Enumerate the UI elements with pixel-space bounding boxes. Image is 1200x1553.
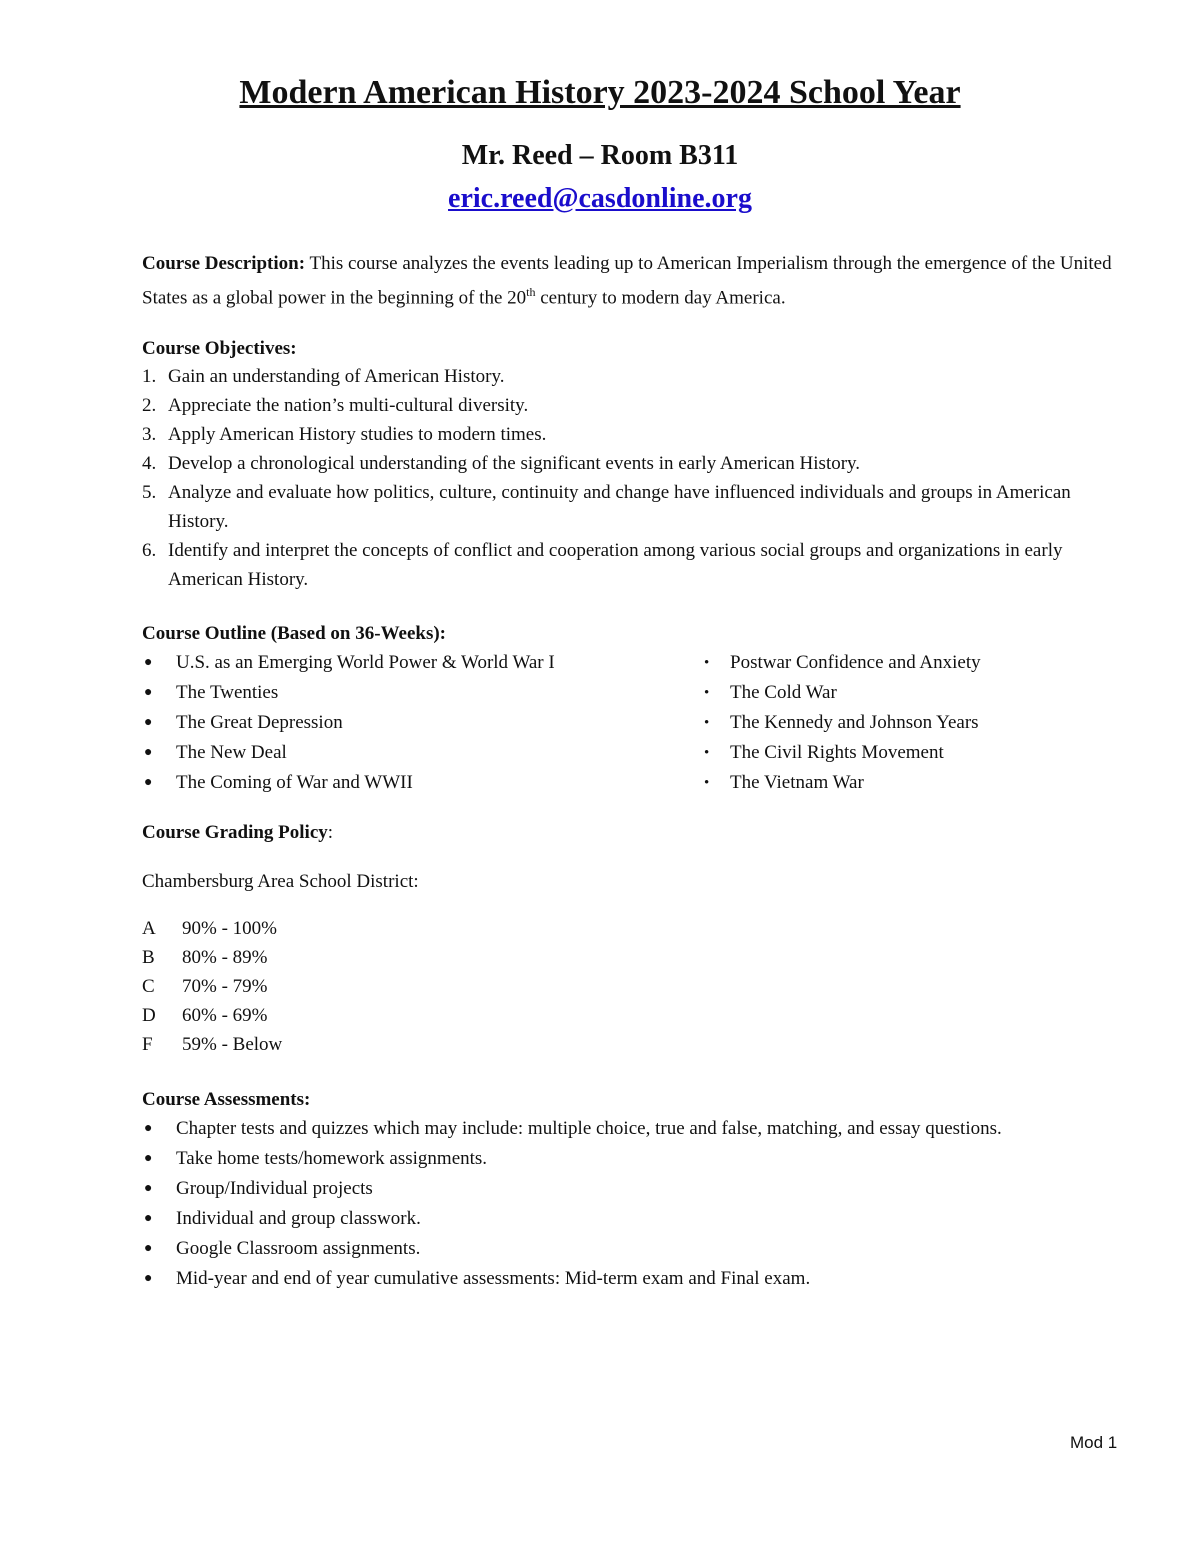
grade-range: 60% - 69% [182, 1005, 268, 1026]
grade-letter: C [142, 976, 155, 997]
bullet-icon: ● [144, 1241, 153, 1256]
bullet-icon: ● [144, 745, 153, 760]
list-item [142, 1204, 1132, 1234]
list-item [142, 1114, 1132, 1144]
list-item [142, 648, 682, 678]
district-label: Chambersburg Area School District: [142, 871, 419, 892]
assessment-text: Google Classroom assignments. [176, 1238, 421, 1259]
grading-heading-label: Course Grading Policy [142, 822, 328, 843]
outline-topic: The Vietnam War [730, 772, 864, 793]
page-footer-label: Mod 1 [1070, 1433, 1118, 1452]
objective-number: 6. [142, 540, 157, 561]
description-label: Course Description: [142, 253, 306, 274]
list-item [142, 738, 682, 768]
list-item [142, 708, 682, 738]
objective-text: Apply American History studies to modern times. [168, 424, 547, 445]
outline-topic: The Twenties [176, 682, 279, 703]
grade-row [142, 1030, 1132, 1059]
assessments-list [142, 1114, 1132, 1294]
email-link[interactable]: eric.reed@casdonline.org [448, 183, 752, 214]
grade-row [142, 1001, 1132, 1030]
bullet-icon: ● [144, 1121, 153, 1136]
list-item [142, 1144, 1132, 1174]
grade-range: 80% - 89% [182, 947, 268, 968]
objective-item [142, 536, 1132, 594]
outline-topic: The Kennedy and Johnson Years [730, 712, 979, 733]
description-text-end: century to modern day America. [535, 287, 786, 309]
grading-heading [142, 818, 1132, 847]
grade-range: 90% - 100% [182, 918, 277, 939]
assessment-text: Mid-year and end of year cumulative assessments: Mid-term exam and Final exam. [176, 1268, 811, 1289]
objective-item [142, 362, 1132, 391]
outline-topic: The Civil Rights Movement [730, 742, 944, 763]
list-item [142, 678, 682, 708]
bullet-icon: • [704, 745, 710, 761]
document-title: Modern American History 2023-2024 School Year [239, 74, 961, 111]
bullet-icon: • [704, 715, 710, 731]
assessment-text: Take home tests/homework assignments. [176, 1148, 488, 1169]
objective-number: 2. [142, 395, 157, 416]
grade-range: 59% - Below [182, 1034, 283, 1055]
outline-topic: The Coming of War and WWII [176, 772, 413, 793]
course-description [142, 249, 1132, 312]
description-text: This course analyzes the events leading up to American Imperialism through the emergence of the United States as a global power in the beginning of the 20 [142, 253, 1112, 309]
outline-right-column [702, 648, 1132, 798]
objective-item [142, 420, 1132, 449]
list-item [702, 648, 1132, 678]
bullet-icon: ● [144, 1271, 153, 1286]
bullet-icon: • [704, 685, 710, 701]
teacher-room: Mr. Reed – Room B311 [461, 140, 739, 171]
outline-left-column [142, 648, 682, 798]
objective-number: 5. [142, 482, 157, 503]
outline-topic: U.S. as an Emerging World Power & World War I [176, 652, 555, 673]
outline-topic: The New Deal [176, 742, 287, 763]
objective-number: 1. [142, 366, 157, 387]
list-item [702, 708, 1132, 738]
assessment-text: Chapter tests and quizzes which may include: multiple choice, true and false, matching, and essay questions. [176, 1118, 1002, 1139]
bullet-icon: • [704, 775, 710, 791]
grade-range: 70% - 79% [182, 976, 268, 997]
list-item [142, 768, 682, 798]
objective-item [142, 391, 1132, 420]
email-line [0, 181, 1200, 217]
objective-text: Gain an understanding of American History. [168, 366, 505, 387]
objective-text: Develop a chronological understanding of the significant events in early American History. [168, 453, 861, 474]
bullet-icon: ● [144, 775, 153, 790]
objective-number: 4. [142, 453, 157, 474]
grade-letter: B [142, 947, 155, 968]
objectives-list [142, 362, 1132, 594]
assessment-text: Group/Individual projects [176, 1178, 373, 1199]
bullet-icon: • [704, 655, 710, 671]
list-item [702, 768, 1132, 798]
bullet-icon: ● [144, 655, 153, 670]
outline-topic: The Great Depression [176, 712, 343, 733]
grade-row [142, 914, 1132, 943]
bullet-icon: ● [144, 1211, 153, 1226]
bullet-icon: ● [144, 1151, 153, 1166]
objective-number: 3. [142, 424, 157, 445]
grading-heading-colon: : [327, 822, 334, 843]
list-item [142, 1174, 1132, 1204]
grading-scale [142, 914, 1132, 1059]
assessments-heading: Course Assessments: [142, 1089, 311, 1110]
objective-text: Appreciate the nation’s multi-cultural diversity. [168, 395, 529, 416]
grade-letter: A [142, 918, 156, 939]
description-superscript: th [526, 285, 536, 299]
grade-letter: D [142, 1005, 156, 1026]
objective-text: Identify and interpret the concepts of conflict and cooperation among various social groups and organizations in early American History. [168, 540, 1063, 590]
outline-heading: Course Outline (Based on 36-Weeks): [142, 623, 446, 644]
grade-letter: F [142, 1034, 153, 1055]
bullet-icon: ● [144, 685, 153, 700]
list-item [142, 1264, 1132, 1294]
outline-topic: The Cold War [730, 682, 837, 703]
list-item [702, 678, 1132, 708]
objective-item [142, 478, 1132, 536]
assessment-text: Individual and group classwork. [176, 1208, 421, 1229]
list-item [702, 738, 1132, 768]
bullet-icon: ● [144, 715, 153, 730]
objective-item [142, 449, 1132, 478]
bullet-icon: ● [144, 1181, 153, 1196]
list-item [142, 1234, 1132, 1264]
grade-row [142, 943, 1132, 972]
objectives-heading: Course Objectives: [142, 338, 297, 359]
grade-row [142, 972, 1132, 1001]
objective-text: Analyze and evaluate how politics, culture, continuity and change have influenced individuals and groups in American History. [168, 482, 1071, 532]
outline-topic: Postwar Confidence and Anxiety [730, 652, 981, 673]
